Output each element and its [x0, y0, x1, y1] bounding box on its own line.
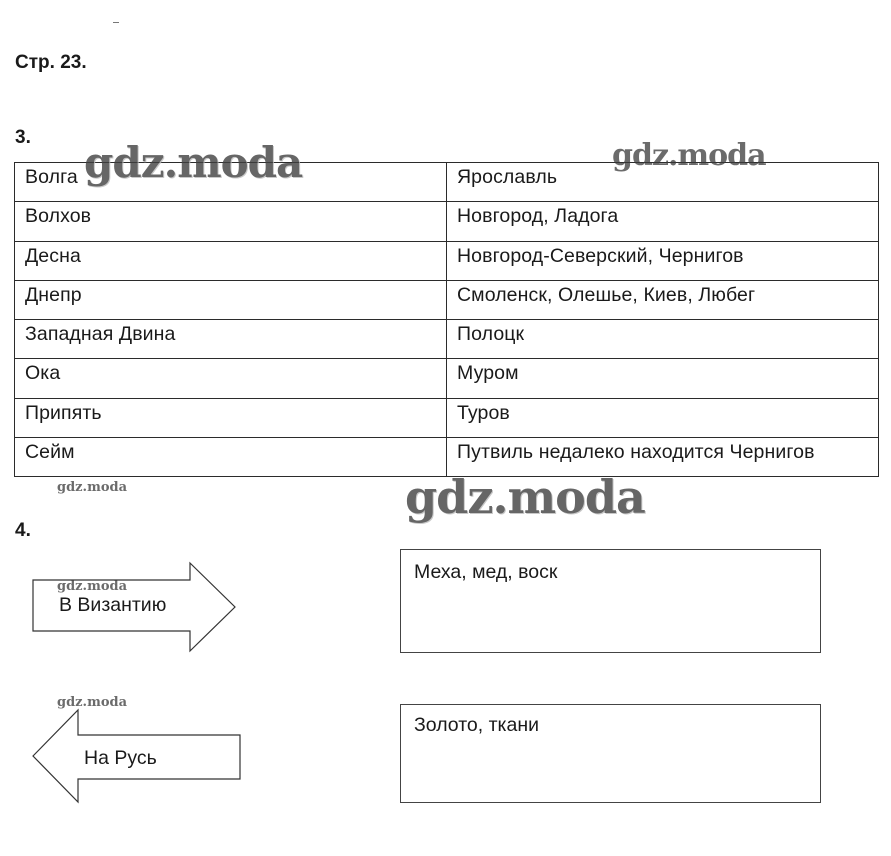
- table-row: [15, 398, 879, 437]
- arrow-label-to-rus: На Русь: [84, 747, 157, 769]
- table-row: [15, 320, 879, 359]
- river-cell: Днепр: [15, 280, 447, 319]
- cities-cell: Ярославль: [447, 163, 879, 202]
- table-row: [15, 241, 879, 280]
- task-4-number: 4.: [15, 520, 31, 541]
- table-row: [15, 163, 879, 202]
- river-cell: Припять: [15, 398, 447, 437]
- cities-cell: Новгород-Северский, Чернигов: [447, 241, 879, 280]
- goods-to-rus: Золото, ткани: [414, 714, 539, 736]
- river-cell: Ока: [15, 359, 447, 398]
- river-cell: Десна: [15, 241, 447, 280]
- river-cell: Сейм: [15, 437, 447, 476]
- table-row: [15, 202, 879, 241]
- goods-box-to-byzantium: [400, 549, 821, 653]
- watermark-logo: gdz.moda: [612, 138, 766, 173]
- cities-cell: Туров: [447, 398, 879, 437]
- river-cell: Западная Двина: [15, 320, 447, 359]
- cities-cell: Новгород, Ладога: [447, 202, 879, 241]
- table-row: [15, 437, 879, 476]
- goods-to-byzantium: Меха, мед, воск: [414, 561, 558, 583]
- table-row: [15, 280, 879, 319]
- task-3-number: 3.: [15, 127, 31, 148]
- watermark-logo: gdz.moda: [57, 695, 128, 710]
- goods-box-to-rus: [400, 704, 821, 803]
- cities-cell: Полоцк: [447, 320, 879, 359]
- stray-mark: [113, 22, 119, 23]
- watermark-logo: gdz.moda: [57, 579, 128, 594]
- page-title: Стр. 23.: [15, 52, 87, 73]
- watermark-logo: gdz.moda: [57, 480, 128, 495]
- cities-cell: Путвиль недалеко находится Чернигов: [447, 437, 879, 476]
- rivers-cities-table: [14, 162, 879, 477]
- watermark-logo: gdz.moda: [405, 470, 645, 524]
- watermark-logo: gdz.moda: [84, 138, 303, 187]
- cities-cell: Смоленск, Олешье, Киев, Любег: [447, 280, 879, 319]
- table-row: [15, 359, 879, 398]
- river-cell: Волхов: [15, 202, 447, 241]
- river-cell: Волга: [15, 163, 447, 202]
- cities-cell: Муром: [447, 359, 879, 398]
- arrow-label-to-byzantium: В Византию: [59, 594, 167, 616]
